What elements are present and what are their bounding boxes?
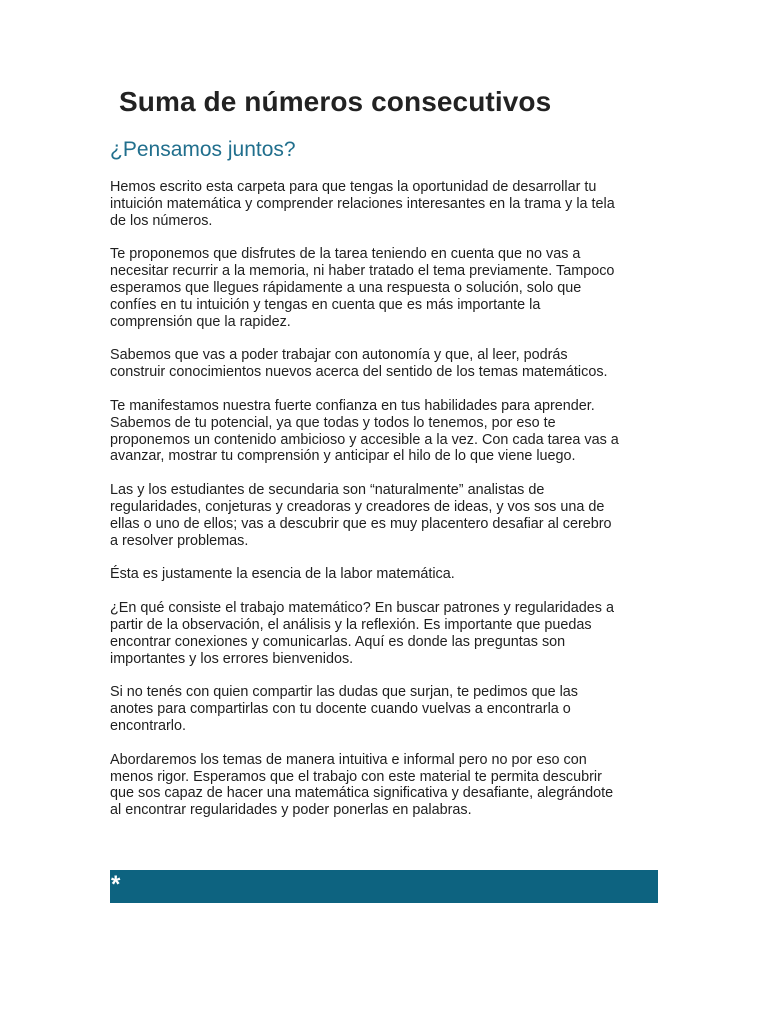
paragraph-line: comprensión que la rapidez.	[110, 313, 291, 330]
paragraph-line: ellas o uno de ellos; vas a descubrir que es muy placentero desafiar al cerebro	[110, 515, 612, 532]
section-heading: ¿Pensamos juntos?	[110, 138, 296, 161]
paragraph-line: importantes y los errores bienvenidos.	[110, 650, 354, 667]
paragraph	[110, 398, 660, 465]
paragraph	[110, 684, 660, 734]
paragraph-line: encontrar conexiones y comunicarlas. Aquí es donde las preguntas son	[110, 633, 566, 650]
page-title: Suma de números consecutivos	[119, 86, 552, 117]
paragraph-line: ¿En qué consiste el trabajo matemático? En buscar patrones y regularidades a	[110, 600, 614, 617]
paragraph	[110, 752, 660, 819]
paragraph-line: esperamos que llegues rápidamente a una respuesta o solución, solo que	[110, 279, 582, 296]
paragraph-line: necesitar recurrir a la memoria, ni haber tratado el tema previamente. Tampoco	[110, 263, 615, 280]
footer-bar	[110, 870, 658, 903]
paragraph-line: Las y los estudiantes de secundaria son “naturalmente” analistas de	[110, 482, 545, 499]
paragraph-line: avanzar, mostrar tu comprensión y anticipar el hilo de lo que viene luego.	[110, 448, 576, 465]
paragraph-line: Ésta es justamente la esencia de la labor matemática.	[110, 566, 455, 583]
paragraph-line: Hemos escrito esta carpeta para que tengas la oportunidad de desarrollar tu	[110, 179, 597, 195]
paragraph	[110, 482, 660, 549]
paragraph-line: intuición matemática y comprender relaciones interesantes en la trama y la tela	[110, 195, 615, 212]
paragraph-line: Te proponemos que disfrutes de la tarea teniendo en cuenta que no vas a	[110, 246, 581, 263]
paragraph-line: Abordaremos los temas de manera intuitiva e informal pero no por eso con	[110, 751, 587, 768]
body-text	[110, 179, 660, 836]
paragraph-line: partir de la observación, el análisis y la reflexión. Es importante que puedas	[110, 616, 592, 633]
paragraph	[110, 566, 660, 583]
paragraph-line: proponemos un contenido ambicioso y accesible a la vez. Con cada tarea vas a	[110, 431, 619, 448]
paragraph	[110, 246, 660, 330]
paragraph-line: Sabemos que vas a poder trabajar con autonomía y que, al leer, podrás	[110, 347, 568, 364]
paragraph-line: regularidades, conjeturas y creadoras y creadores de ideas, y vos sos una de	[110, 498, 605, 515]
paragraph-line: al encontrar regularidades y poder ponerlas en palabras.	[110, 802, 472, 819]
paragraph-line: Sabemos de tu potencial, ya que todas y todos lo tenemos, por eso te	[110, 414, 556, 431]
paragraph-line: anotes para compartirlas con tu docente cuando vuelvas a encontrarla o	[110, 701, 571, 718]
paragraph-line: menos rigor. Esperamos que el trabajo con este material te permita descubrir	[110, 768, 602, 785]
paragraph-line: Si no tenés con quien compartir las dudas que surjan, te pedimos que las	[110, 684, 578, 701]
paragraph	[110, 179, 660, 229]
paragraph-line: encontrarlo.	[110, 717, 186, 734]
asterisk-mark: *	[111, 871, 121, 898]
paragraph	[110, 347, 660, 381]
paragraph-line: a resolver problemas.	[110, 532, 249, 549]
paragraph-line: construir conocimientos nuevos acerca del sentido de los temas matemáticos.	[110, 364, 608, 381]
paragraph-line: que sos capaz de hacer una matemática significativa y desafiante, alegrándote	[110, 785, 614, 802]
paragraph-line: confíes en tu intuición y tengas en cuenta que es más importante la	[110, 296, 541, 313]
paragraph-line: de los números.	[110, 212, 213, 229]
paragraph	[110, 600, 660, 667]
paragraph-line: Te manifestamos nuestra fuerte confianza en tus habilidades para aprender.	[110, 397, 595, 414]
